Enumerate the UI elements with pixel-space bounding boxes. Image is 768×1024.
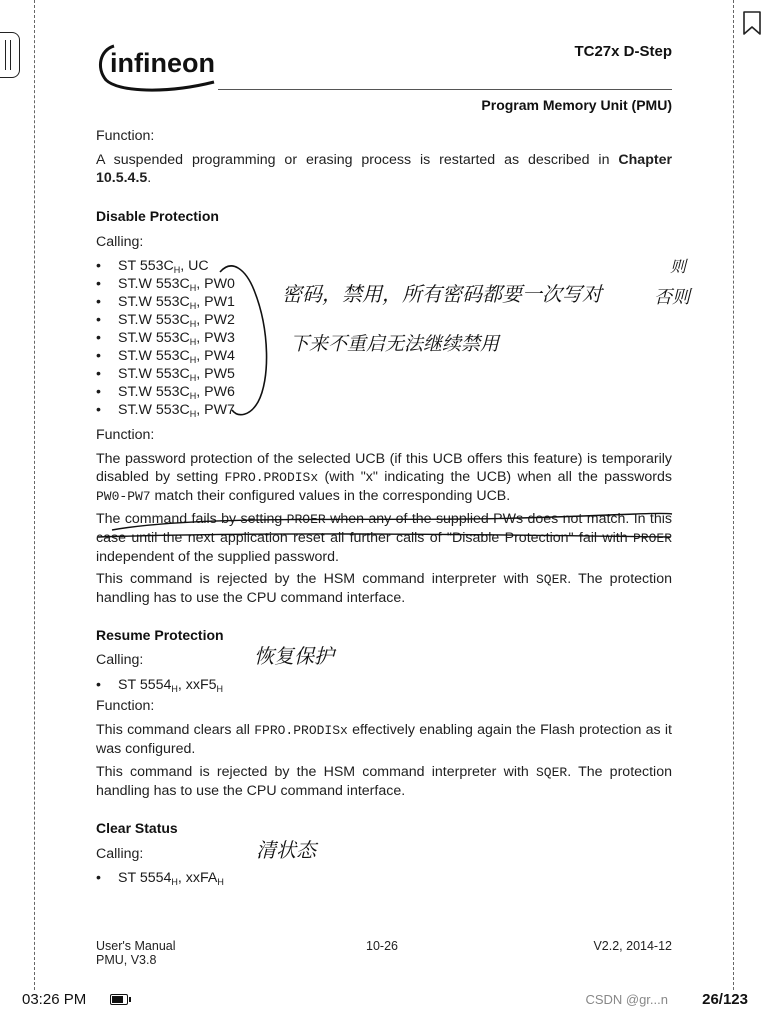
clear-command-item: • ST $5554_H$, xxFA$_H$ xyxy=(96,870,224,887)
document-title: TC27x D-Step xyxy=(574,43,672,60)
status-bar xyxy=(0,990,768,1024)
page-counter[interactable]: 26/123 xyxy=(702,991,748,1008)
clear-status-heading: Clear Status xyxy=(96,820,178,836)
section-title: Program Memory Unit (PMU) xyxy=(481,97,672,113)
handwritten-note-1b: 否则 xyxy=(654,287,690,308)
handwritten-note-1: 密码，禁用，所有密码都要一次写对 xyxy=(282,282,602,306)
disable-command-item: • ST $553C_H$, UC xyxy=(96,258,209,275)
handwritten-note-1-top: 则 xyxy=(670,257,687,276)
bookmark-icon[interactable] xyxy=(741,10,763,36)
right-margin-guide xyxy=(733,0,734,990)
sidebar-handle[interactable] xyxy=(0,32,20,78)
disable-command-item: • ST.W $553C_H$, PW5 xyxy=(96,366,235,383)
svg-text:infineon: infineon xyxy=(110,48,215,78)
disable-command-item: • ST.W $553C_H$, PW3 xyxy=(96,330,235,347)
resume-paragraph-2: This command is rejected by the HSM command interpreter with SQER. The protection handling has to use the CPU command interface. xyxy=(96,764,672,799)
calling-label: Calling: xyxy=(96,234,144,250)
left-margin-guide xyxy=(34,0,35,990)
handwritten-note-2: 下来不重启无法继续禁用 xyxy=(290,333,500,355)
footer-page-number: 10-26 xyxy=(366,939,398,953)
function-label: Function: xyxy=(96,427,155,443)
disable-command-item: • ST.W $553C_H$, PW6 xyxy=(96,384,235,401)
disable-paragraph-2: The command fails by setting PROER when any of the supplied PWs does not match. In this case until the next application reset all further calls of "Disable Protection" fail with PROER independent of the supplied password. xyxy=(96,511,672,565)
function-label: Function: xyxy=(96,128,155,144)
watermark: CSDN @gr...n xyxy=(585,992,668,1007)
disable-command-item: • ST.W $553C_H$, PW4 xyxy=(96,348,235,365)
handwritten-note-4: 清状态 xyxy=(256,838,316,862)
disable-protection-heading: Disable Protection xyxy=(96,208,219,224)
disable-command-item: • ST.W $553C_H$, PW0 xyxy=(96,276,235,293)
resume-command-item: • ST $5554_H$, $xxF5_H$ xyxy=(96,677,224,694)
resume-paragraph-1: This command clears all FPRO.PRODISx effectively enabling again the Flash protection as it was configured. xyxy=(96,722,672,757)
chapter-link[interactable]: Chapter 10.5.4.5 xyxy=(96,152,672,186)
disable-command-item: • ST.W $553C_H$, PW1 xyxy=(96,294,235,311)
clock: 03:26 PM xyxy=(22,991,87,1008)
battery-icon xyxy=(110,994,128,1005)
footer-version: V2.2, 2014-12 xyxy=(593,939,672,953)
handwritten-note-3: 恢复保护 xyxy=(254,644,334,668)
disable-paragraph-1: The password protection of the selected UCB (if this UCB offers this feature) is temporarily disabled by setting FPRO.PRODISx (with "x" indicating the UCB) when all the passwords PW0-PW7 match their configured values in the corresponding UCB. xyxy=(96,451,672,504)
resume-protection-heading: Resume Protection xyxy=(96,627,224,643)
function-label: Function: xyxy=(96,698,155,714)
infineon-logo xyxy=(96,36,224,92)
header-rule xyxy=(218,89,672,90)
calling-label: Calling: xyxy=(96,652,144,668)
footer-manual: User's Manual PMU, V3.8 xyxy=(96,939,176,967)
intro-paragraph: A suspended programming or erasing process is restarted as described in Chapter 10.5.4.5. xyxy=(96,152,672,186)
calling-label: Calling: xyxy=(96,846,144,862)
disable-command-item: • ST.W $553C_H$, PW2 xyxy=(96,312,235,329)
disable-paragraph-3: This command is rejected by the HSM command interpreter with SQER. The protection handling has to use the CPU command interface. xyxy=(96,571,672,606)
disable-command-item: • ST.W $553C_H$, PW7 xyxy=(96,402,235,419)
